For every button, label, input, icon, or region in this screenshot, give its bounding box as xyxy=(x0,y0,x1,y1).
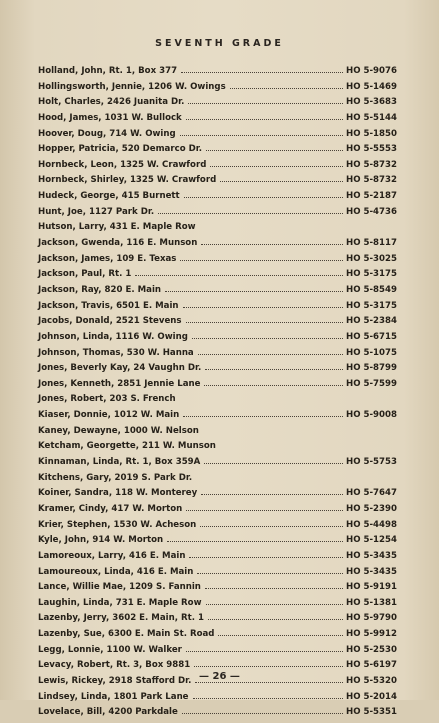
student-entry: Johnson, Thomas, 530 W. Hanna xyxy=(38,347,194,358)
dot-leader xyxy=(165,291,343,292)
dot-leader xyxy=(220,447,343,448)
student-entry: Kramer, Cindy, 417 W. Morton xyxy=(38,503,183,514)
student-entry: Lance, Willie Mae, 1209 S. Fannin xyxy=(38,582,201,593)
student-entry: Hollingsworth, Jennie, 1206 W. Owings xyxy=(38,81,226,92)
directory-row xyxy=(38,551,402,567)
dot-leader xyxy=(204,385,343,386)
phone-number: HO 5-2384 xyxy=(346,316,397,327)
student-entry: Kinnaman, Linda, Rt. 1, Box 359A xyxy=(38,457,201,468)
student-entry: Laughin, Linda, 731 E. Maple Row xyxy=(38,597,202,608)
dot-leader xyxy=(180,400,343,401)
dot-leader xyxy=(197,573,343,574)
dot-leader xyxy=(220,181,343,182)
dot-leader xyxy=(201,494,343,495)
directory-row xyxy=(38,238,402,254)
student-entry: Johnson, Linda, 1116 W. Owing xyxy=(38,331,188,342)
dot-leader xyxy=(230,88,343,89)
directory-row xyxy=(38,645,402,661)
student-entry: Jackson, Gwenda, 116 E. Munson xyxy=(38,238,198,249)
dot-leader xyxy=(208,619,343,620)
phone-number: HO 5-2390 xyxy=(346,503,397,514)
phone-number: HO 5-3175 xyxy=(346,300,397,311)
directory-row xyxy=(38,97,402,113)
directory-row xyxy=(38,692,402,708)
student-entry: Lamoreoux, Larry, 416 E. Main xyxy=(38,550,186,561)
directory-row xyxy=(38,254,402,270)
phone-number: HO 5-8732 xyxy=(346,175,397,186)
student-entry: Kyle, John, 914 W. Morton xyxy=(38,535,164,546)
dot-leader xyxy=(189,557,343,558)
phone-number: HO 5-6197 xyxy=(346,660,397,671)
student-entry: Hunt, Joe, 1127 Park Dr. xyxy=(38,206,155,217)
phone-number: HO 5-5144 xyxy=(346,112,397,123)
directory-row xyxy=(38,520,402,536)
phone-number: HO 5-7647 xyxy=(346,488,397,499)
student-entry: Jackson, Travis, 6501 E. Main xyxy=(38,300,179,311)
directory-row xyxy=(38,457,402,473)
student-entry: Kiaser, Donnie, 1012 W. Main xyxy=(38,410,180,421)
directory-row xyxy=(38,410,402,426)
phone-number: HO 5-4736 xyxy=(346,206,397,217)
dot-leader xyxy=(181,72,343,73)
dot-leader xyxy=(205,369,343,370)
student-entry: Ketcham, Georgette, 211 W. Munson xyxy=(38,441,216,452)
dot-leader xyxy=(184,197,343,198)
phone-number: HO 5-8549 xyxy=(346,284,397,295)
phone-number: HO 5-1850 xyxy=(346,128,397,139)
student-entry: Hornbeck, Shirley, 1325 W. Crawford xyxy=(38,175,217,186)
directory-row xyxy=(38,488,402,504)
phone-number: HO 5-1381 xyxy=(346,597,397,608)
phone-number: HO 5-4498 xyxy=(346,519,397,530)
dot-leader xyxy=(180,135,343,136)
phone-number: HO 5-1075 xyxy=(346,347,397,358)
student-entry: Kitchens, Gary, 2019 S. Park Dr. xyxy=(38,472,193,483)
student-entry: Hornbeck, Leon, 1325 W. Crawford xyxy=(38,159,207,170)
student-entry: Lazenby, Sue, 6300 E. Main St. Road xyxy=(38,629,215,640)
student-entry: Lamoureoux, Linda, 416 E. Main xyxy=(38,566,194,577)
directory-row xyxy=(38,426,402,442)
student-entry: Jones, Beverly Kay, 24 Vaughn Dr. xyxy=(38,363,202,374)
phone-number: HO 5-9790 xyxy=(346,613,397,624)
directory-row xyxy=(38,82,402,98)
phone-number: HO 5-8799 xyxy=(346,363,397,374)
dot-leader xyxy=(195,682,343,683)
dot-leader xyxy=(196,479,343,480)
directory-row xyxy=(38,113,402,129)
phone-number: HO 5-2530 xyxy=(346,644,397,655)
dot-leader xyxy=(182,713,343,714)
student-entry: Jackson, James, 109 E. Texas xyxy=(38,253,177,264)
directory-row xyxy=(38,441,402,457)
directory-row xyxy=(38,222,402,238)
dot-leader xyxy=(183,307,343,308)
directory-row xyxy=(38,269,402,285)
directory-row xyxy=(38,613,402,629)
phone-number: HO 5-5320 xyxy=(346,675,397,686)
phone-number: HO 5-5351 xyxy=(346,707,397,718)
phone-number: HO 5-3175 xyxy=(346,269,397,280)
phone-number: HO 5-3683 xyxy=(346,97,397,108)
dot-leader xyxy=(158,213,343,214)
dot-leader xyxy=(188,103,343,104)
directory-row xyxy=(38,175,402,191)
dot-leader xyxy=(192,338,343,339)
directory-row xyxy=(38,598,402,614)
student-entry: Jackson, Paul, Rt. 1 xyxy=(38,269,132,280)
dot-leader xyxy=(186,510,343,511)
student-entry: Jones, Robert, 203 S. French xyxy=(38,394,176,405)
directory-row xyxy=(38,363,402,379)
directory-row xyxy=(38,207,402,223)
directory-row xyxy=(38,129,402,145)
dot-leader xyxy=(186,322,343,323)
student-entry: Hoover, Doug, 714 W. Owing xyxy=(38,128,176,139)
phone-number: HO 5-9191 xyxy=(346,582,397,593)
dot-leader xyxy=(198,354,343,355)
directory-list xyxy=(38,66,402,723)
directory-row xyxy=(38,285,402,301)
student-entry: Lewis, Rickey, 2918 Stafford Dr. xyxy=(38,675,192,686)
dot-leader xyxy=(218,635,343,636)
directory-row xyxy=(38,160,402,176)
dot-leader xyxy=(194,666,343,667)
student-entry: Holt, Charles, 2426 Juanita Dr. xyxy=(38,97,185,108)
dot-leader xyxy=(200,526,343,527)
directory-row xyxy=(38,582,402,598)
directory-row xyxy=(38,316,402,332)
directory-row xyxy=(38,567,402,583)
dot-leader xyxy=(135,275,343,276)
student-entry: Jones, Kenneth, 2851 Jennie Lane xyxy=(38,378,201,389)
phone-number: HO 5-1469 xyxy=(346,81,397,92)
phone-number: HO 5-2187 xyxy=(346,191,397,202)
phone-number: HO 5-3435 xyxy=(346,550,397,561)
phone-number: HO 5-6715 xyxy=(346,331,397,342)
directory-row xyxy=(38,629,402,645)
dot-leader xyxy=(204,463,343,464)
student-entry: Jackson, Ray, 820 E. Main xyxy=(38,284,162,295)
phone-number: HO 5-7599 xyxy=(346,378,397,389)
student-entry: Holland, John, Rt. 1, Box 377 xyxy=(38,66,178,76)
dot-leader xyxy=(186,651,343,652)
page-heading: SEVENTH GRADE xyxy=(155,38,284,49)
student-entry: Hutson, Larry, 431 E. Maple Row xyxy=(38,222,196,233)
phone-number: HO 5-5553 xyxy=(346,144,397,155)
dot-leader xyxy=(200,228,343,229)
directory-row xyxy=(38,504,402,520)
dot-leader xyxy=(206,604,343,605)
phone-number: HO 5-8732 xyxy=(346,159,397,170)
dot-leader xyxy=(186,119,343,120)
dot-leader xyxy=(206,150,343,151)
directory-row xyxy=(38,707,402,723)
phone-number: HO 5-3435 xyxy=(346,566,397,577)
student-entry: Lazenby, Jerry, 3602 E. Main, Rt. 1 xyxy=(38,613,204,624)
directory-row xyxy=(38,332,402,348)
student-entry: Jacobs, Donald, 2521 Stevens xyxy=(38,316,182,327)
phone-number: HO 5-8117 xyxy=(346,238,397,249)
dot-leader xyxy=(203,432,343,433)
phone-number: HO 5-2014 xyxy=(346,691,397,702)
phone-number: HO 5-9076 xyxy=(346,66,397,76)
student-entry: Levacy, Robert, Rt. 3, Box 9881 xyxy=(38,660,191,671)
directory-row xyxy=(38,66,402,82)
student-entry: Legg, Lonnie, 1100 W. Walker xyxy=(38,644,182,655)
student-entry: Krier, Stephen, 1530 W. Acheson xyxy=(38,519,197,530)
student-entry: Kaney, Dewayne, 1000 W. Nelson xyxy=(38,425,199,436)
page-number: — 26 — xyxy=(199,671,240,682)
dot-leader xyxy=(167,541,343,542)
dot-leader xyxy=(205,588,343,589)
directory-row xyxy=(38,394,402,410)
dot-leader xyxy=(183,416,343,417)
dot-leader xyxy=(180,260,343,261)
student-entry: Koiner, Sandra, 118 W. Monterey xyxy=(38,488,198,499)
directory-row xyxy=(38,379,402,395)
directory-row xyxy=(38,301,402,317)
student-entry: Hudeck, George, 415 Burnett xyxy=(38,191,180,202)
student-entry: Lindsey, Linda, 1801 Park Lane xyxy=(38,691,189,702)
dot-leader xyxy=(193,698,343,699)
phone-number: HO 5-5753 xyxy=(346,457,397,468)
directory-row xyxy=(38,535,402,551)
dot-leader xyxy=(201,244,343,245)
dot-leader xyxy=(210,166,343,167)
student-entry: Hopper, Patricia, 520 Demarco Dr. xyxy=(38,144,202,155)
student-entry: Hood, James, 1031 W. Bullock xyxy=(38,112,182,123)
phone-number: HO 5-1254 xyxy=(346,535,397,546)
directory-row xyxy=(38,144,402,160)
phone-number: HO 5-3025 xyxy=(346,253,397,264)
directory-row xyxy=(38,473,402,489)
phone-number: HO 5-9912 xyxy=(346,629,397,640)
directory-row xyxy=(38,191,402,207)
directory-row xyxy=(38,348,402,364)
student-entry: Lovelace, Bill, 4200 Parkdale xyxy=(38,707,178,718)
phone-number: HO 5-9008 xyxy=(346,410,397,421)
